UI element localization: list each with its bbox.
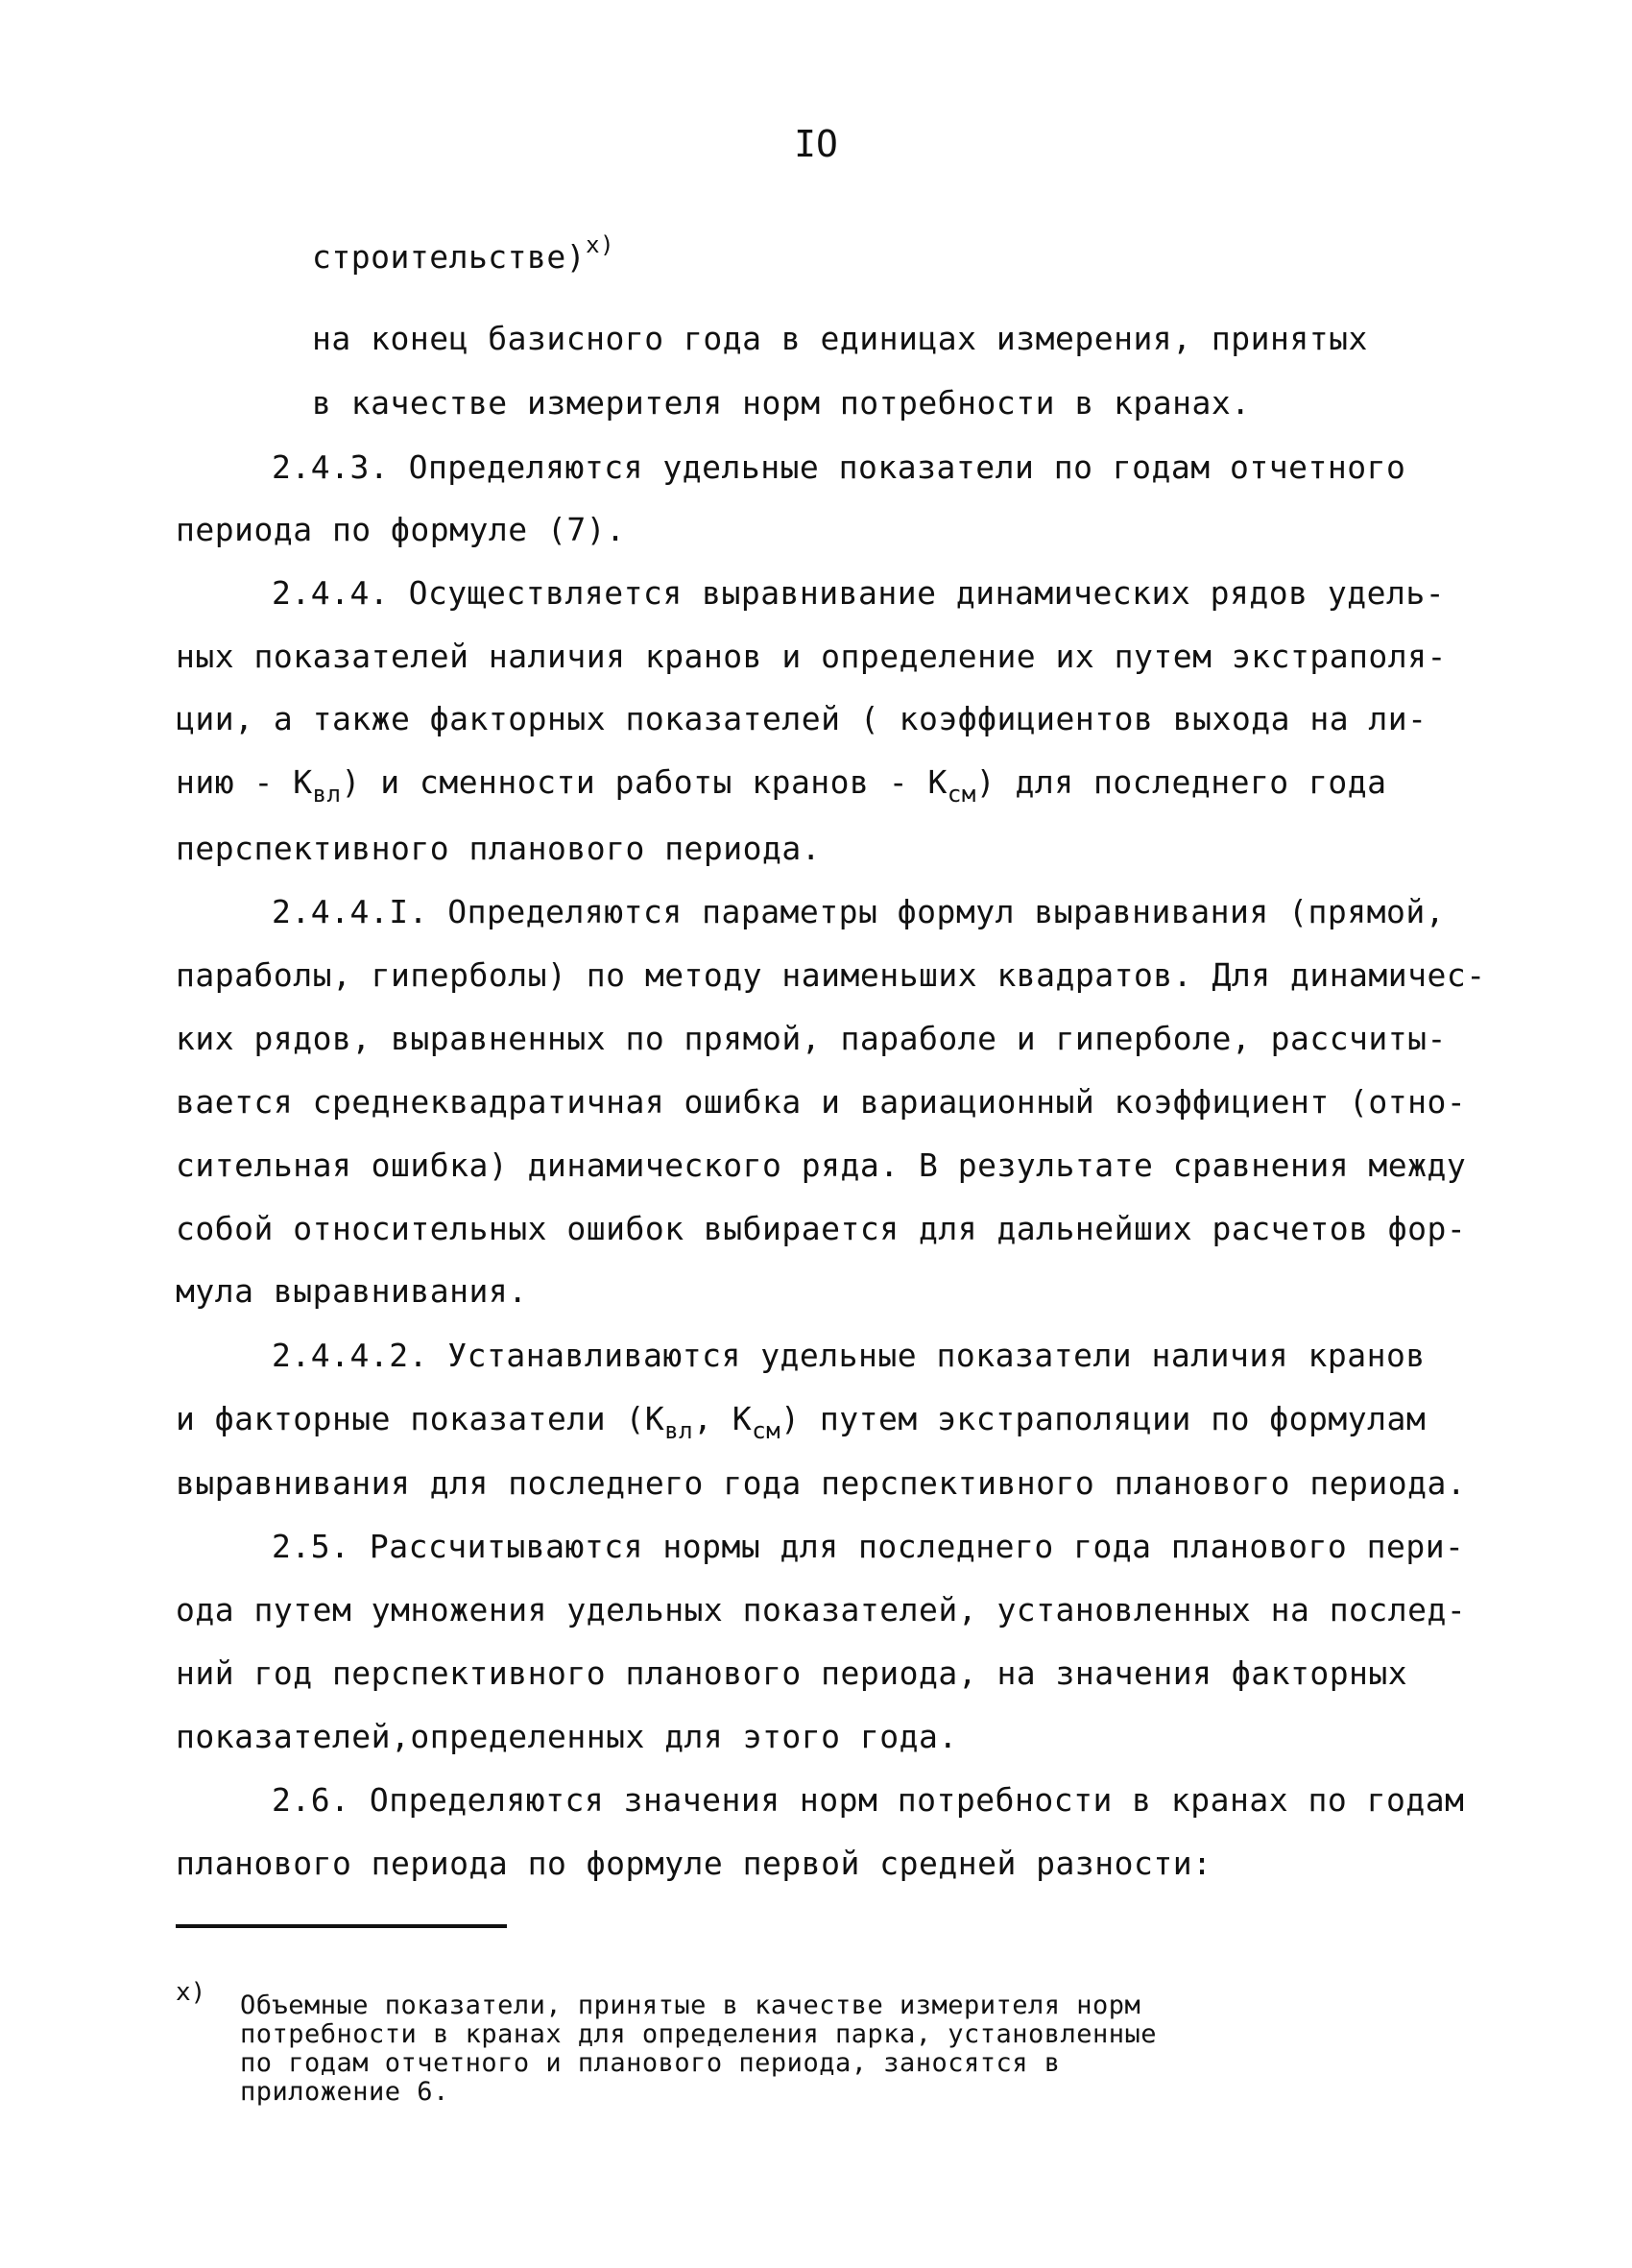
- text-line: параболы, гиперболы) по методу наименьших квадратов. Для динамичес-: [176, 956, 1486, 994]
- footnote-separator: [176, 1924, 507, 1928]
- page-number: IO: [794, 123, 838, 165]
- text-line: ции, а также факторных показателей ( коэффициентов выхода на ли-: [176, 700, 1428, 737]
- text-span: ) для последнего года: [975, 763, 1387, 801]
- paragraph-2-4-4: 2.4.4. Осуществляется выравнивание динамических рядов удель-: [272, 574, 1446, 612]
- text-line: вается среднеквадратичная ошибка и вариационный коэффициент (отно-: [176, 1083, 1467, 1121]
- text-line: [312, 231, 615, 277]
- subscript: вл: [664, 1417, 694, 1444]
- text-span: ) и сменности работы кранов - К: [341, 763, 948, 801]
- text-line: мула выравнивания.: [176, 1272, 528, 1310]
- text-line: ода путем умножения удельных показателей, установленных на послед-: [176, 1591, 1467, 1629]
- text-line: ний год перспективного планового периода, на значения факторных: [176, 1654, 1408, 1692]
- text-span: строительстве): [312, 238, 587, 276]
- text-span: нию - К: [176, 763, 313, 801]
- text-line: ных показателей наличия кранов и определение их путем экстраполя-: [176, 638, 1447, 675]
- text-line: выравнивания для последнего года перспективного планового периода.: [176, 1464, 1467, 1502]
- text-line: собой относительных ошибок выбирается для дальнейших расчетов фор-: [176, 1210, 1467, 1247]
- footnote-line: приложение 6.: [240, 2077, 449, 2107]
- text-line: планового периода по формуле первой средней разности:: [176, 1845, 1212, 1882]
- text-line: в качестве измерителя норм потребности в кранах.: [312, 384, 1251, 422]
- paragraph-2-5: 2.5. Рассчитываются нормы для последнего года планового пери-: [272, 1528, 1465, 1565]
- paragraph-2-4-4-2: 2.4.4.2. Устанавливаются удельные показатели наличия кранов: [272, 1337, 1426, 1374]
- footnote-line: по годам отчетного и планового периода, заносятся в: [240, 2048, 1061, 2078]
- footnote-line: Объемные показатели, принятые в качестве измерителя норм: [240, 1991, 1141, 2020]
- text-line: перспективного планового периода.: [176, 830, 822, 867]
- text-line: ких рядов, выравненных по прямой, параболе и гиперболе, рассчиты-: [176, 1020, 1447, 1057]
- text-span: , К: [693, 1400, 753, 1437]
- footnote-mark: x): [176, 1978, 206, 2007]
- text-line-with-coefficients: [176, 1400, 1427, 1444]
- subscript: см: [752, 1417, 781, 1444]
- subscript: вл: [312, 781, 342, 808]
- text-line: сительная ошибка) динамического ряда. В результате сравнения между: [176, 1146, 1467, 1184]
- text-span: и факторные показатели (К: [176, 1400, 665, 1437]
- footnote-line: потребности в кранах для определения парка, установленные: [240, 2019, 1158, 2049]
- text-line: на конец базисного года в единицах измерения, принятых: [312, 320, 1368, 357]
- text-line: показателей,определенных для этого года.: [176, 1718, 958, 1755]
- text-line-with-coefficients: [176, 763, 1387, 808]
- text-span: ) путем экстраполяции по формулам: [780, 1400, 1427, 1437]
- subscript: см: [947, 781, 976, 808]
- paragraph-2-4-4-1: 2.4.4.I. Определяются параметры формул выравнивания (прямой,: [272, 893, 1446, 930]
- footnote-reference: x): [586, 231, 615, 258]
- text-line: периода по формуле (7).: [176, 511, 626, 548]
- paragraph-2-4-3: 2.4.3. Определяются удельные показатели по годам отчетного: [272, 448, 1406, 486]
- paragraph-2-6: 2.6. Определяются значения норм потребности в кранах по годам: [272, 1781, 1465, 1819]
